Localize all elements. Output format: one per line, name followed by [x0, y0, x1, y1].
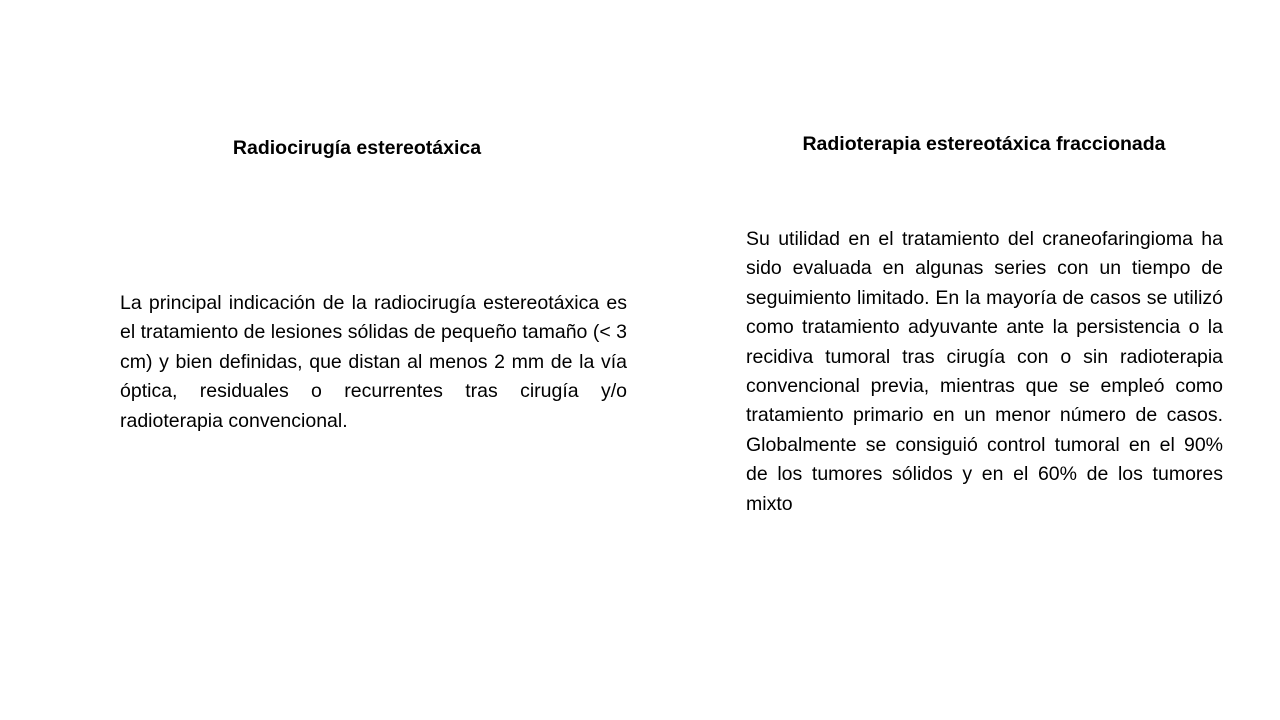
right-column-body: Su utilidad en el tratamiento del craneofaringioma ha sido evaluada en algunas series con un tiempo de seguimiento limitado. En la mayoría de casos se utilizó como tratamiento adyuvante ante la persistencia o la recidiva tumoral tras cirugía con o sin radioterapia convencional previa, mientras que se empleó como tratamiento primario en un menor número de casos. Globalmente se consiguió control tumoral en el 90% de los tumores sólidos y en el 60% de los tumores mixto	[746, 228, 1223, 515]
right-column-title: Radioterapia estereotáxica fraccionada	[802, 133, 1166, 155]
left-column-title: Radiocirugía estereotáxica	[232, 137, 482, 159]
left-column-body: La principal indicación de la radiocirugía estereotáxica es el tratamiento de lesiones sólidas de pequeño tamaño (< 3 cm) y bien definidas, que distan al menos 2 mm de la vía óptica, residuales o recurrentes tras cirugía y/o radioterapia convencional.	[120, 292, 627, 432]
